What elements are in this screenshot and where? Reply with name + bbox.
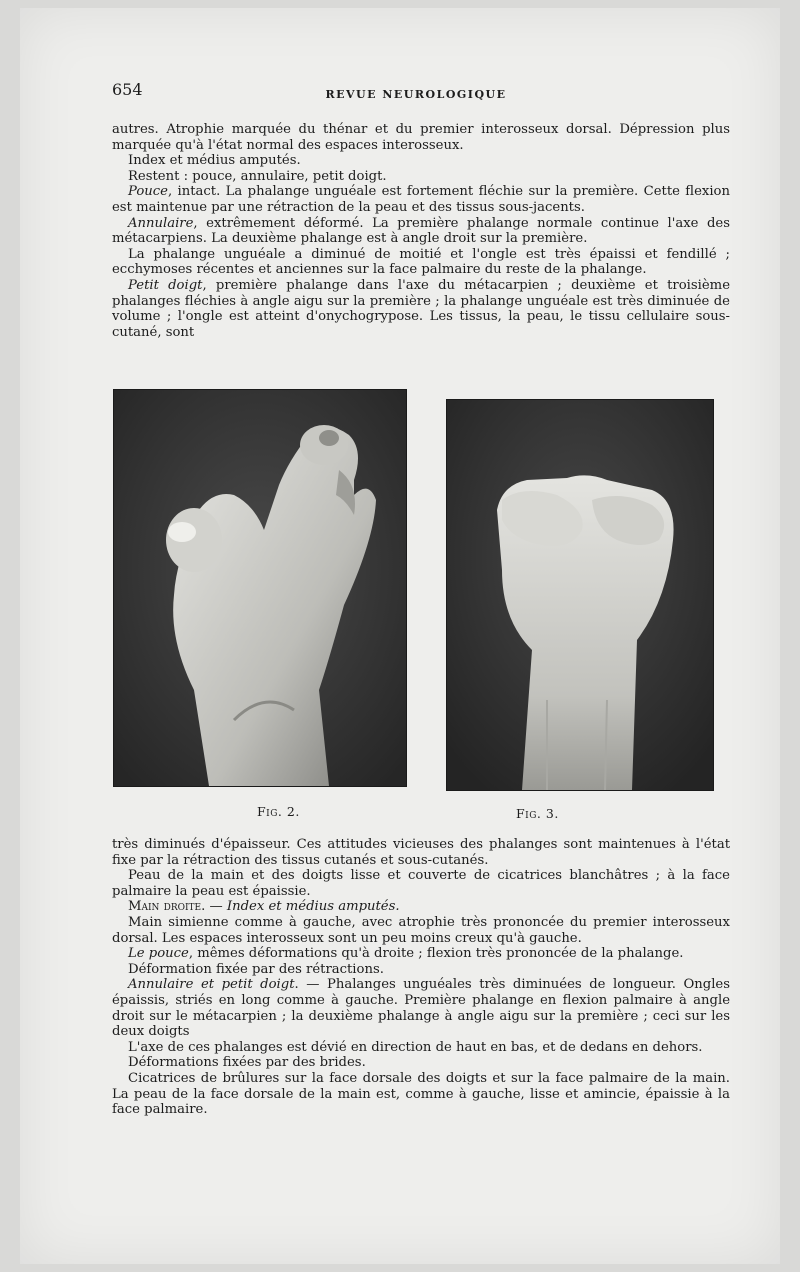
paragraph: L'axe de ces phalanges est dévié en direction de haut en bas, et de dedans en dehors. bbox=[128, 1039, 703, 1055]
paragraph bbox=[112, 184, 730, 215]
heading-dash: — bbox=[205, 899, 227, 915]
paragraph-text: . — Phalanges unguéales très diminuées de longueur. Ongles épaissis, striés en long comme à gauche. Première phalange en flexion palmaire à angle droit sur le métacarpien ; la deuxième phalange à angle aigu sur la première ; ceci sur les deux doigts bbox=[112, 977, 730, 1040]
page-number: 654 bbox=[112, 80, 143, 99]
section-subtitle: Index et médius amputés. bbox=[226, 899, 400, 915]
figure-2-caption: Fig. 2. bbox=[257, 804, 300, 819]
figure-2-photo bbox=[113, 389, 407, 787]
paragraph: Main simienne comme à gauche, avec atrophie très prononcée du premier interosseux dorsal. Les espaces interosseux sont un peu moins creux qu'à gauche. bbox=[112, 914, 730, 946]
italic-term: Annulaire et petit doigt bbox=[128, 977, 295, 993]
paragraph-text: , première phalange dans l'axe du métacarpien ; deuxième et troisième phalanges fléchies à angle aigu sur la première ; la phalange unguéale est très diminuée de volume ; l'ongle est atteint d'onychogrypose. Les tissus, la peau, le tissu cellulaire sous-cutané, sont bbox=[112, 277, 730, 340]
top-text-block bbox=[112, 122, 730, 340]
paragraph bbox=[112, 977, 730, 1039]
italic-term: Petit doigt bbox=[128, 277, 203, 293]
paragraph bbox=[112, 278, 730, 340]
paragraph: autres. Atrophie marquée du thénar et du premier interosseux dorsal. Dépression plus marquée qu'à l'état normal des espaces interosseux. bbox=[112, 122, 730, 153]
section-heading bbox=[112, 899, 730, 915]
running-title: REVUE NEUROLOGIQUE bbox=[325, 88, 507, 101]
paragraph-text: , intact. La phalange unguéale est fortement fléchie sur la première. Cette flexion est maintenue par une rétraction de la peau et des tissus sous-jacents. bbox=[112, 184, 730, 215]
section-label: Main droite. bbox=[128, 899, 206, 915]
figure-3-photo bbox=[446, 399, 714, 791]
hand-photo-right-icon bbox=[447, 400, 713, 790]
paragraph-text: , mêmes déformations qu'à droite ; flexion très prononcée de la phalange. bbox=[188, 946, 684, 962]
paragraph: très diminués d'épaisseur. Ces attitudes vicieuses des phalanges sont maintenues à l'état fixe par la rétraction des tissus cutanés et sous-cutanés. bbox=[112, 837, 730, 868]
paragraph: La phalange unguéale a diminué de moitié et l'ongle est très épaissi et fendillé ; ecchymoses récentes et anciennes sur la face palmaire du reste de la phalange. bbox=[112, 246, 730, 278]
paragraph-text: , extrêmement déformé. La première phalange normale continue l'axe des métacarpiens. La deuxième phalange est à angle droit sur la première. bbox=[112, 215, 730, 247]
italic-term: Pouce bbox=[128, 184, 168, 200]
page-header bbox=[112, 80, 720, 106]
hand-photo-left-icon bbox=[114, 390, 406, 786]
italic-term: Annulaire bbox=[128, 215, 194, 231]
paragraph: Cicatrices de brûlures sur la face dorsale des doigts et sur la face palmaire de la main. La peau de la face dorsale de la main est, comme à gauche, lisse et amincie, épaissie à la face palmaire. bbox=[112, 1070, 730, 1118]
paragraph bbox=[112, 946, 730, 962]
paragraph: Déformation fixée par des rétractions. bbox=[128, 961, 384, 977]
figure-3-caption: Fig. 3. bbox=[516, 806, 559, 821]
paragraph: Peau de la main et des doigts lisse et couverte de cicatrices blanchâtres ; à la face palmaire la peau est épaissie. bbox=[112, 868, 730, 899]
italic-term: Le pouce bbox=[128, 946, 189, 962]
paragraph: Index et médius amputés. bbox=[128, 153, 301, 169]
journal-page bbox=[20, 8, 780, 1264]
bottom-text-block bbox=[112, 837, 730, 1118]
paragraph bbox=[112, 216, 730, 247]
paragraph: Restent : pouce, annulaire, petit doigt. bbox=[128, 168, 387, 184]
paragraph: Déformations fixées par des brides. bbox=[128, 1055, 366, 1071]
